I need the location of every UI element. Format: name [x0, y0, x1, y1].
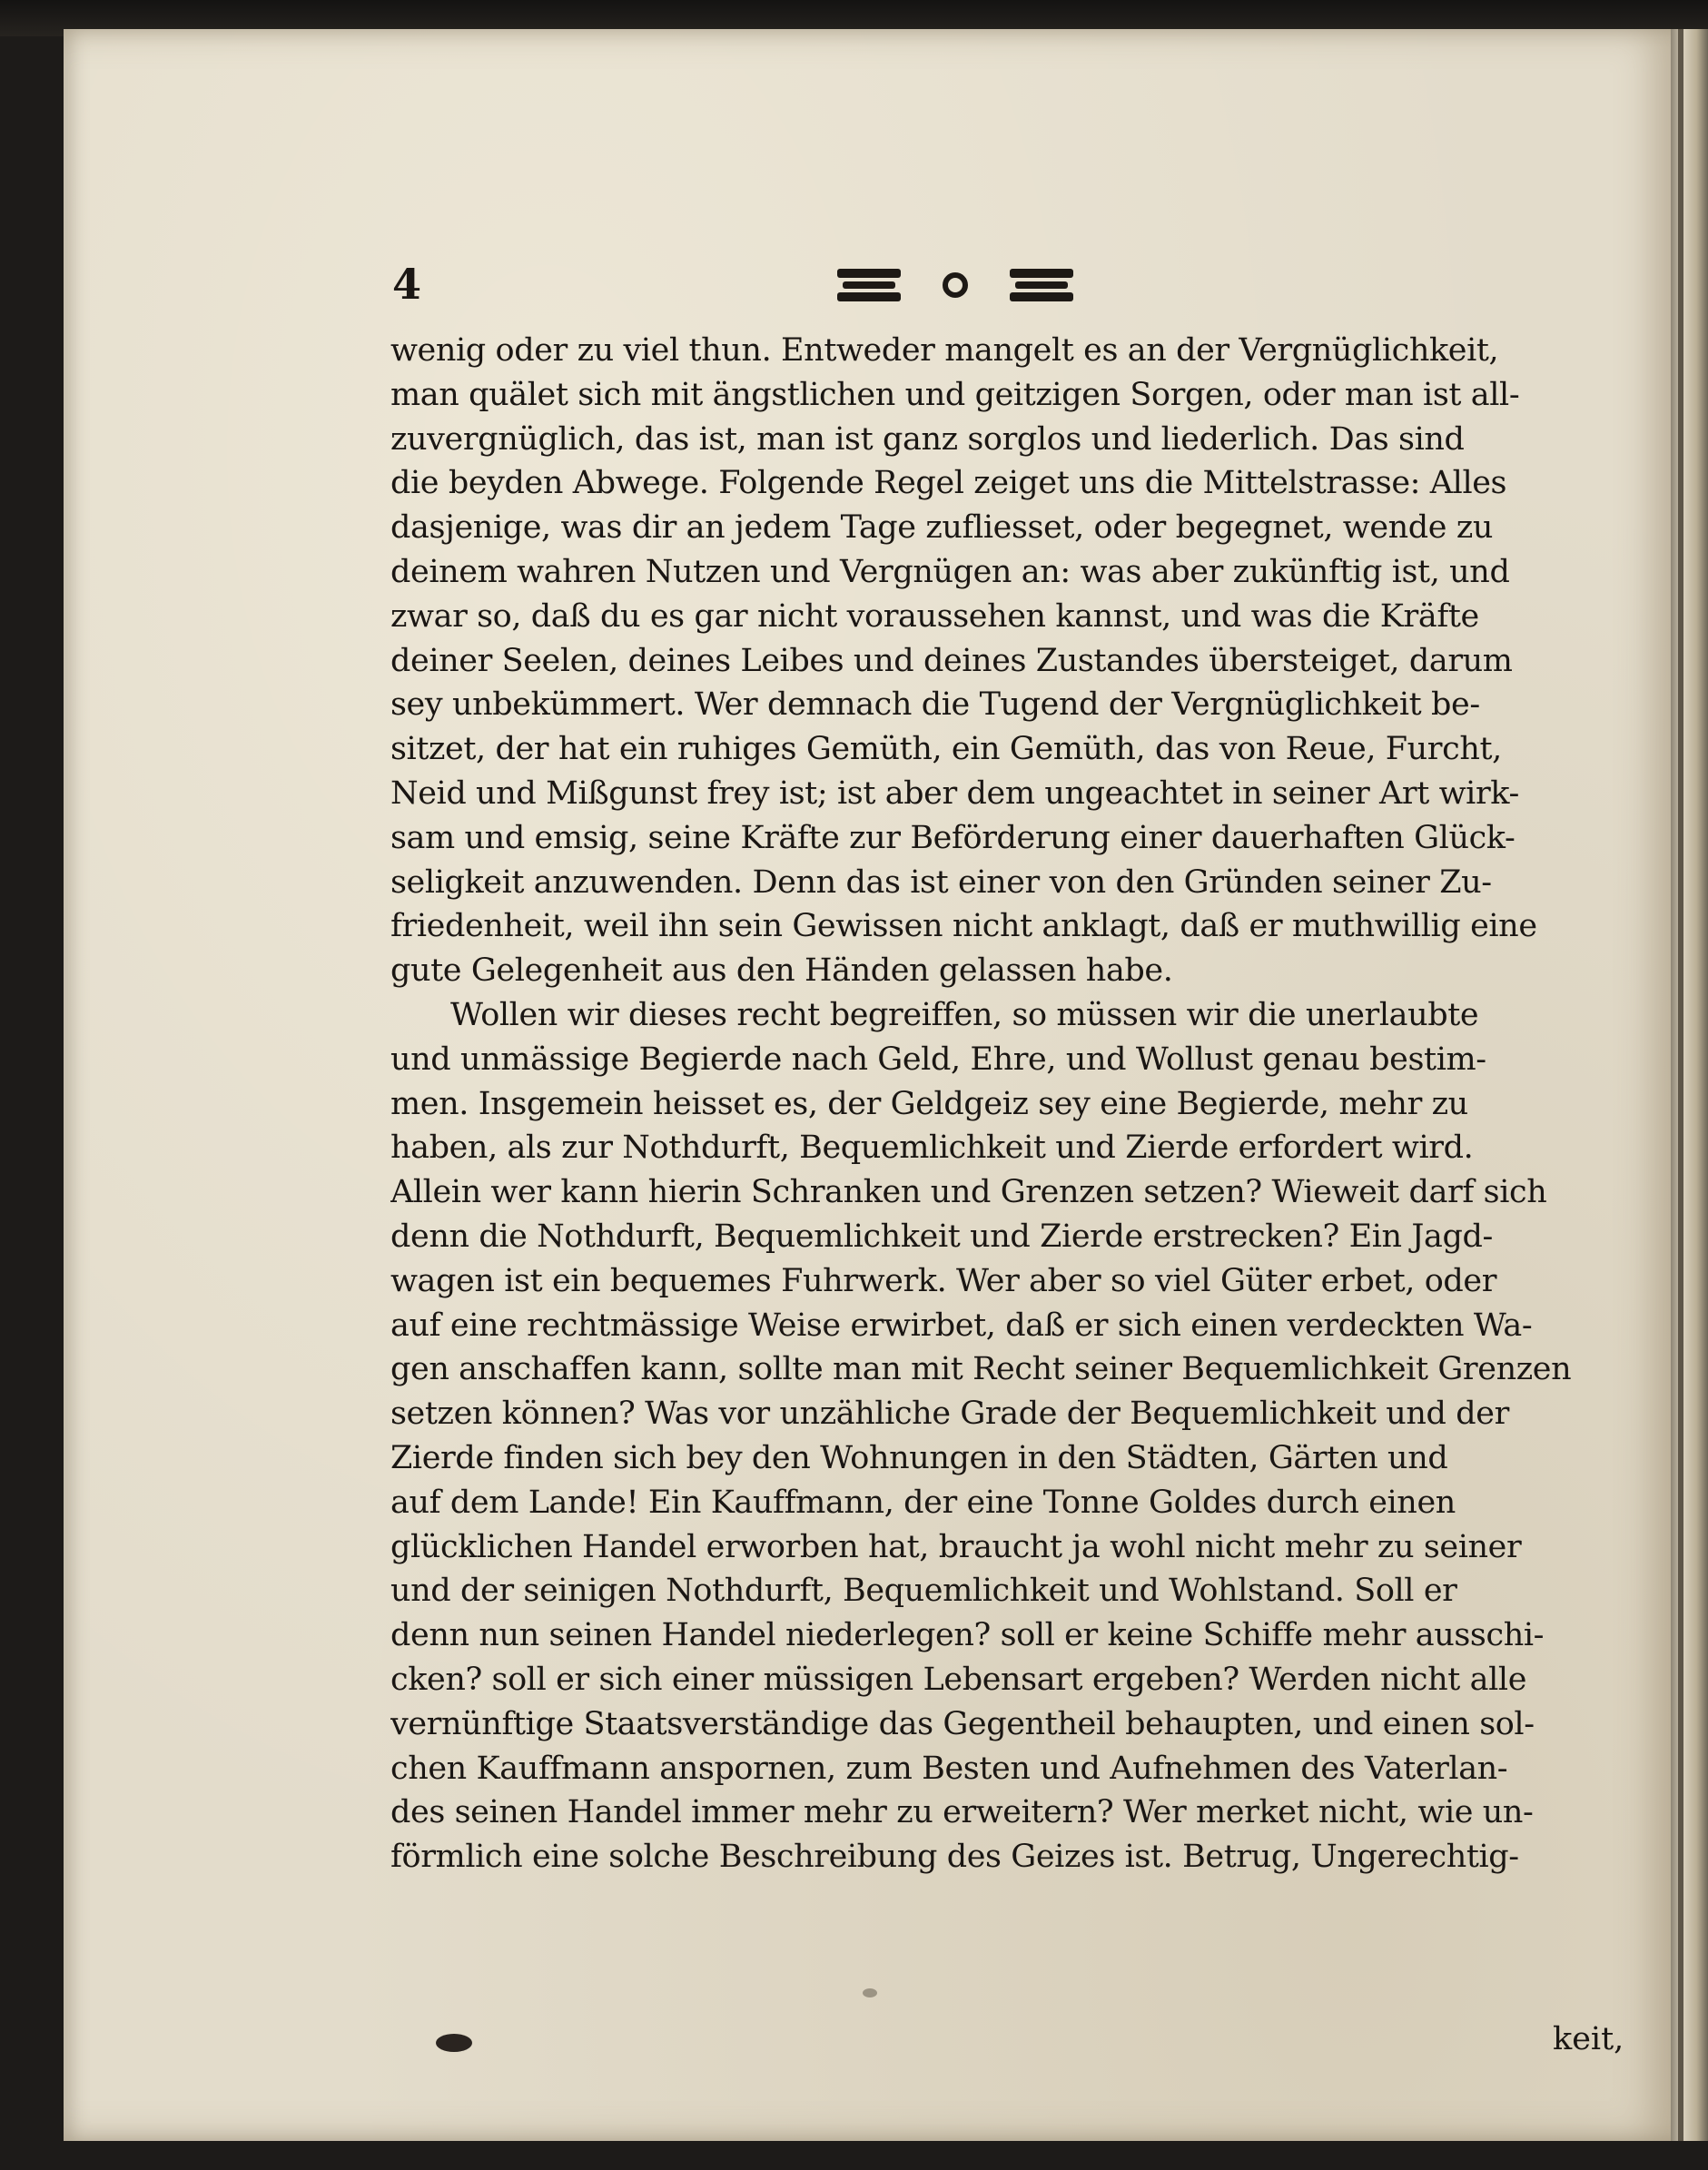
text-line: des seinen Handel immer mehr zu erweitern? Wer merket nicht, wie un-	[390, 1794, 1534, 1831]
text-line: Neid und Mißgunst frey ist; ist aber dem ungeachtet in seiner Art wirk-	[390, 774, 1519, 812]
text-line: Allein wer kann hierin Schranken und Grenzen setzen? Wieweit darf sich	[390, 1174, 1547, 1211]
text-line: gen anschaffen kann, sollte man mit Recht seiner Bequemlichkeit Grenzen	[390, 1351, 1572, 1388]
text-line: men. Insgemein heisset es, der Geldgeiz sey eine Begierde, mehr zu	[390, 1085, 1468, 1122]
text-line: seligkeit anzuwenden. Denn das ist einer von den Gründen seiner Zu-	[390, 863, 1492, 901]
text-line: glücklichen Handel erworben hat, braucht ja wohl nicht mehr zu seiner	[390, 1528, 1522, 1565]
text-line: setzen können? Was vor unzähliche Grade der Bequemlichkeit und der	[390, 1396, 1509, 1433]
paragraph-2	[390, 993, 1594, 1879]
text-line: chen Kauffmann anspornen, zum Besten und Aufnehmen des Vaterlan-	[390, 1750, 1508, 1787]
page-number: 4	[392, 260, 422, 309]
ink-blot	[436, 2034, 472, 2052]
text-line: denn die Nothdurft, Bequemlichkeit und Zierde erstrecken? Ein Jagd-	[390, 1218, 1493, 1255]
text-line: Zierde finden sich bey den Wohnungen in den Städten, Gärten und	[390, 1439, 1448, 1476]
text-line: haben, als zur Nothdurft, Bequemlichkeit und Zierde erfordert wird.	[390, 1129, 1474, 1167]
text-line: Wollen wir dieses recht begreiffen, so müssen wir die unerlaubte	[450, 996, 1479, 1033]
text-line: wagen ist ein bequemes Fuhrwerk. Wer aber so viel Güter erbet, oder	[390, 1262, 1497, 1299]
header-ornament-icon	[819, 261, 1091, 307]
text-line: vernünftige Staatsverständige das Gegentheil behaupten, und einen sol-	[390, 1705, 1535, 1742]
text-line: zwar so, daß du es gar nicht voraussehen kannst, und was die Kräfte	[390, 597, 1479, 635]
text-line: auf dem Lande! Ein Kauffmann, der eine Tonne Goldes durch einen	[390, 1484, 1456, 1521]
text-line: sey unbekümmert. Wer demnach die Tugend der Vergnüglichkeit be-	[390, 686, 1480, 724]
ink-smudge	[863, 1988, 877, 1997]
text-line: man quälet sich mit ängstlichen und geitzigen Sorgen, oder man ist all-	[390, 376, 1520, 413]
text-line: und der seinigen Nothdurft, Bequemlichkeit und Wohlstand. Soll er	[390, 1573, 1457, 1610]
body-text	[390, 329, 1594, 1879]
text-line: dasjenige, was dir an jedem Tage zufliesset, oder begegnet, wende zu	[390, 509, 1494, 547]
text-line: auf eine rechtmässige Weise erwirbet, daß er sich einen verdeckten Wa-	[390, 1307, 1533, 1344]
paragraph-1	[390, 329, 1594, 993]
catchword: keit,	[1553, 2021, 1624, 2057]
text-line: gute Gelegenheit aus den Händen gelassen habe.	[390, 952, 1173, 990]
text-line: sam und emsig, seine Kräfte zur Beförderung einer dauerhaften Glück-	[390, 819, 1515, 856]
text-line: förmlich eine solche Beschreibung des Geizes ist. Betrug, Ungerechtig-	[390, 1839, 1519, 1876]
text-line: cken? soll er sich einer müssigen Lebensart ergeben? Werden nicht alle	[390, 1661, 1527, 1698]
text-line: wenig oder zu viel thun. Entweder mangelt es an der Vergnüglichkeit,	[390, 332, 1499, 369]
text-line: und unmässige Begierde nach Geld, Ehre, und Wollust genau bestim-	[390, 1041, 1486, 1078]
text-line: sitzet, der hat ein ruhiges Gemüth, ein Gemüth, das von Reue, Furcht,	[390, 731, 1502, 768]
text-line: deiner Seelen, deines Leibes und deines Zustandes übersteiget, darum	[390, 642, 1513, 679]
text-line: denn nun seinen Handel niederlegen? soll er keine Schiffe mehr ausschi-	[390, 1617, 1545, 1654]
text-line: deinem wahren Nutzen und Vergnügen an: was aber zukünftig ist, und	[390, 553, 1510, 590]
page-edge-stack	[1671, 29, 1708, 2141]
page-fold-shadow	[1678, 29, 1683, 2141]
text-line: friedenheit, weil ihn sein Gewissen nicht anklagt, daß er muthwillig eine	[390, 908, 1537, 945]
page-header	[392, 260, 1564, 314]
text-line: die beyden Abwege. Folgende Regel zeiget uns die Mittelstrasse: Alles	[390, 465, 1507, 502]
text-line: zuvergnüglich, das ist, man ist ganz sorglos und liederlich. Das sind	[390, 420, 1465, 458]
